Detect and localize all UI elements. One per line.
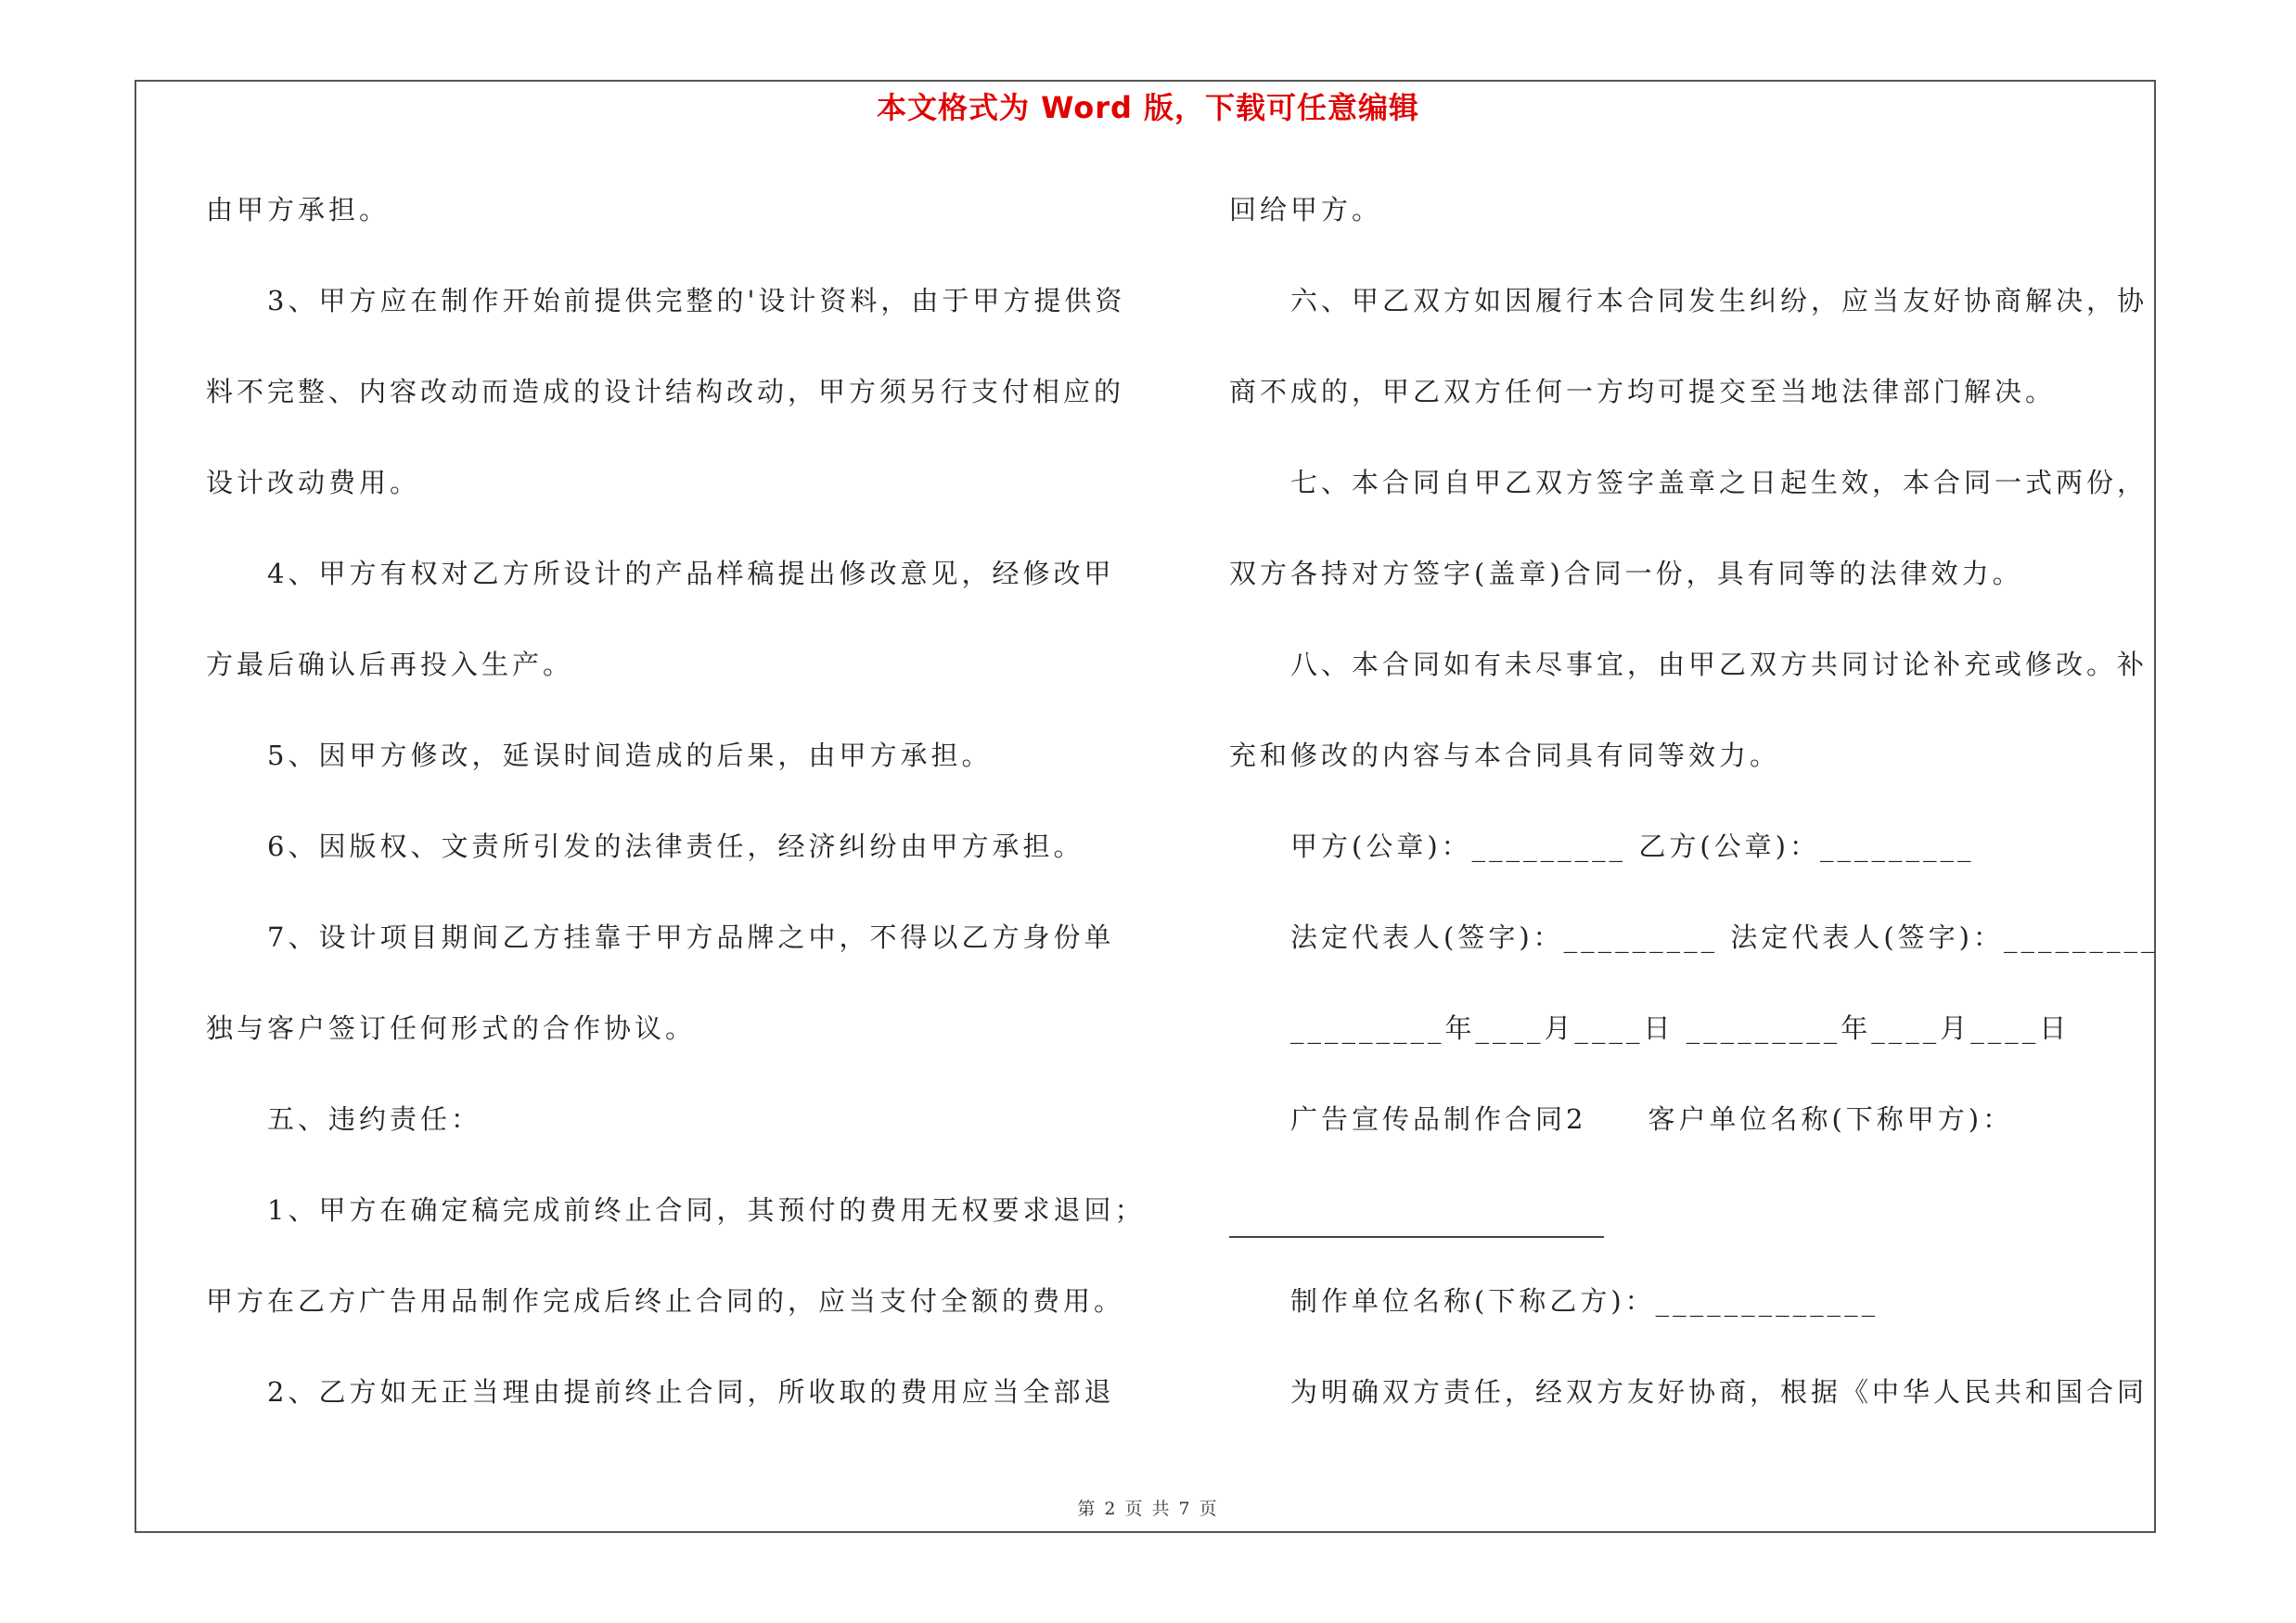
paragraph-line: 商不成的，甲乙双方任何一方均可提交至当地法律部门解决。	[1229, 376, 2057, 407]
paragraph-line: 七、本合同自甲乙双方签字盖章之日起生效，本合同一式两份，	[1290, 467, 2148, 498]
paragraph-line: 充和修改的内容与本合同具有同等效力。	[1229, 740, 1781, 771]
right-column	[1229, 182, 2166, 1455]
paragraph-line: 7、设计项目期间乙方挂靠于甲方品牌之中，不得以乙方身份单	[267, 921, 1115, 953]
paragraph-line: 双方各持对方签字(盖章)合同一份，具有同等的法律效力。	[1229, 558, 2023, 589]
paragraph-line: 1、甲方在确定稿完成前终止合同，其预付的费用无权要求退回；	[267, 1194, 1146, 1226]
paragraph-line: 2、乙方如无正当理由提前终止合同，所收取的费用应当全部退	[267, 1376, 1115, 1408]
paragraph-line: 五、违约责任：	[267, 1103, 482, 1135]
paragraph-line: 甲方(公章)：_________ 乙方(公章)：_________	[1290, 831, 1975, 862]
paragraph-line: 6、因版权、文责所引发的法律责任，经济纠纷由甲方承担。	[267, 831, 1084, 862]
page-number: 第 2 页 共 7 页	[1077, 1499, 1219, 1519]
paragraph-line: 料不完整、内容改动而造成的设计结构改动，甲方须另行支付相应的	[206, 376, 1125, 407]
left-column	[206, 182, 1171, 1455]
paragraph-line: 5、因甲方修改，延误时间造成的后果，由甲方承担。	[267, 740, 993, 771]
paragraph-line: 法定代表人(签字)：_________ 法定代表人(签字)：_________	[1290, 921, 2159, 953]
header-banner: 本文格式为 Word 版，下载可任意编辑	[876, 90, 1420, 125]
paragraph-line: 独与客户签订任何形式的合作协议。	[206, 1012, 697, 1044]
paragraph-line: 制作单位名称(下称乙方)：_____________	[1290, 1285, 1879, 1317]
paragraph-line: 为明确双方责任，经双方友好协商，根据《中华人民共和国合同	[1290, 1376, 2148, 1408]
paragraph-line: 方最后确认后再投入生产。	[206, 649, 574, 680]
paragraph-line: 广告宣传品制作合同2 客户单位名称(下称甲方)：	[1290, 1103, 2014, 1135]
paragraph-line	[1229, 1182, 2166, 1273]
blank-fill-line	[1229, 1201, 1604, 1238]
paragraph-line: 六、甲乙双方如因履行本合同发生纠纷，应当友好协商解决，协	[1290, 285, 2148, 316]
paragraph-line: 4、甲方有权对乙方所设计的产品样稿提出修改意见，经修改甲	[267, 558, 1115, 589]
paragraph-line: 甲方在乙方广告用品制作完成后终止合同的，应当支付全额的费用。	[206, 1285, 1125, 1317]
paragraph-line: 回给甲方。	[1229, 194, 1383, 225]
paragraph-line: 设计改动费用。	[206, 467, 421, 498]
paragraph-line: 八、本合同如有未尽事宜，由甲乙双方共同讨论补充或修改。补	[1290, 649, 2148, 680]
paragraph-line: 由甲方承担。	[206, 194, 391, 225]
paragraph-line: 3、甲方应在制作开始前提供完整的'设计资料，由于甲方提供资	[267, 285, 1126, 316]
paragraph-line: _________年____月____日 _________年____月____日	[1290, 1012, 2071, 1044]
